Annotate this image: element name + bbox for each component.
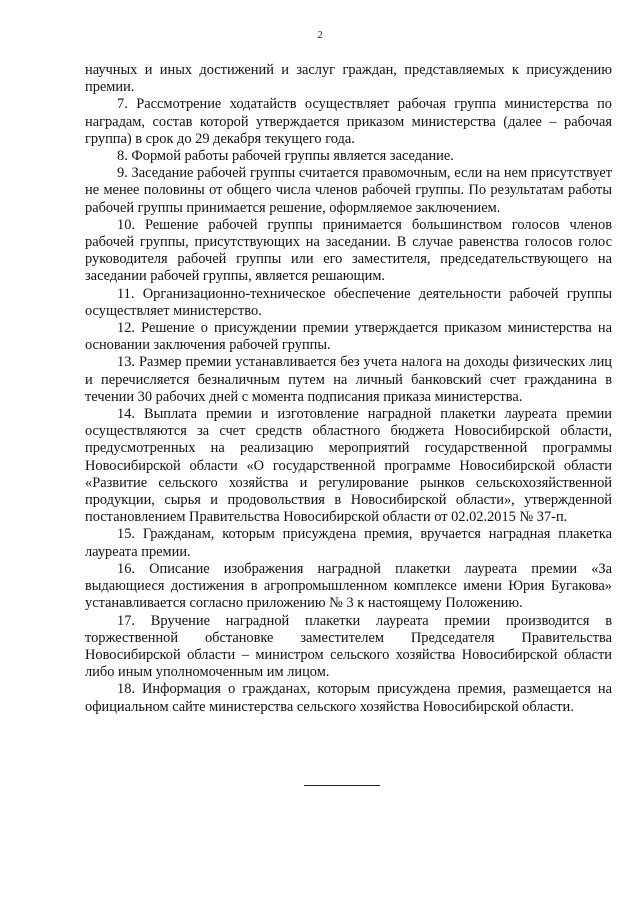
paragraph-10: 10. Решение рабочей группы принимается большинством голосов членов рабочей группы, присутствующих на заседании. В случае равенства голосов голос руководителя рабочей группы или его заместителя, председательствующего на заседании рабочей группы, является решающим. bbox=[85, 216, 612, 285]
paragraph-15: 15. Гражданам, которым присуждена премия, вручается наградная плакетка лауреата премии. bbox=[85, 526, 612, 560]
page-number: 2 bbox=[317, 29, 323, 41]
paragraph-8: 8. Формой работы рабочей группы является заседание. bbox=[117, 148, 454, 165]
paragraph-11: 11. Организационно-техническое обеспечение деятельности рабочей группы осуществляет министерство. bbox=[85, 285, 612, 319]
document-body bbox=[85, 62, 612, 716]
paragraph-14: 14. Выплата премии и изготовление наградной плакетки лауреата премии осуществляются за счет средств областного бюджета Новосибирской области, предусмотренных на реализацию мероприятий государственной программы Новосибирской области «О государственной программе Новосибирской области «Развитие сельского хозяйства и регулирование рынков сельскохозяйственной продукции, сырья и продовольствия в Новосибирской области», утвержденной постановлением Правительства Новосибирской области от 02.02.2015 № 37-п. bbox=[85, 406, 612, 526]
end-of-document-rule bbox=[304, 785, 380, 786]
paragraph-12: 12. Решение о присуждении премии утверждается приказом министерства на основании заключения рабочей группы. bbox=[85, 320, 612, 354]
paragraph-18: 18. Информация о гражданах, которым присуждена премия, размещается на официальном сайте министерства сельского хозяйства Новосибирской области. bbox=[85, 681, 612, 715]
paragraph-16: 16. Описание изображения наградной плакетки лауреата премии «За выдающиеся достижения в агропромышленном комплексе имени Юрия Бугакова» устанавливается согласно приложению № 3 к настоящему Положению. bbox=[85, 560, 612, 612]
paragraph-7: 7. Рассмотрение ходатайств осуществляет рабочая группа министерства по наградам, состав которой утверждается приказом министерства (далее – рабочая группа) в срок до 29 декабря текущего года. bbox=[85, 96, 612, 147]
paragraph-continuation: научных и иных достижений и заслуг граждан, представляемых к присуждению премии. bbox=[85, 62, 612, 96]
paragraph-13: 13. Размер премии устанавливается без учета налога на доходы физических лиц и перечисляется безналичным путем на личный банковский счет гражданина в течении 30 рабочих дней с момента подписания приказа министерства. bbox=[85, 354, 612, 405]
paragraph-9: 9. Заседание рабочей группы считается правомочным, если на нем присутствует не менее половины от общего числа членов рабочей группы. По результатам работы рабочей группы принимается решение, оформляемое заключением. bbox=[85, 165, 612, 216]
paragraph-17: 17. Вручение наградной плакетки лауреата премии производится в торжественной обстановке заместителем Председателя Правительства Новосибирской области – министром сельского хозяйства Новосибирской области либо иным уполномоченным им лицом. bbox=[85, 612, 612, 681]
